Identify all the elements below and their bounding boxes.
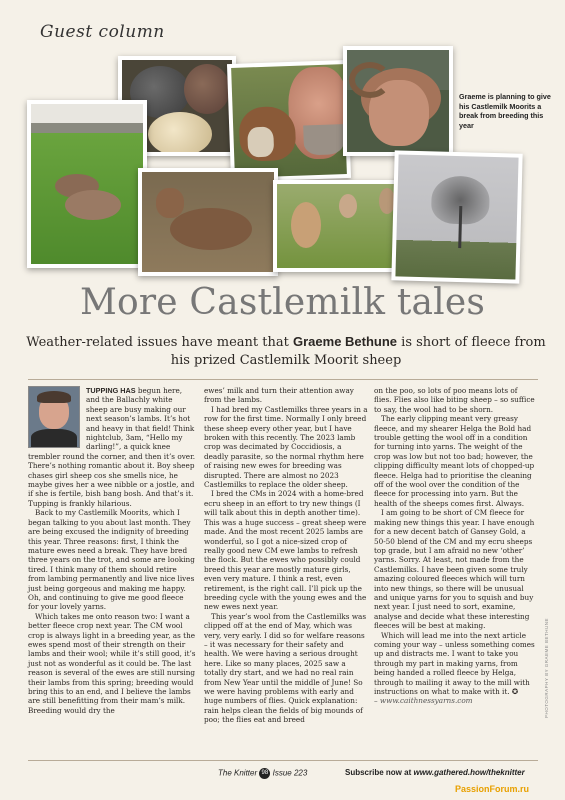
- photo-field-sheep: [27, 100, 147, 268]
- author-photo: [28, 386, 80, 448]
- page-number: 98: [259, 768, 270, 779]
- subscribe-text: Subscribe now at www.gathered.how/theknitter: [345, 768, 525, 777]
- article-column-1: TUPPING HAS begun here, and the Ballachly white sheep are busy making our next season’s lambs. It’s hot and heavy in that field! Think nightclub, 3am, “Hello my darling!”, a quick knee trembler round the corner, and then it’s over. There’s nothing romantic about it. Boy sheep chases girl sheep cos she smells nice, he maybe gives her a wee nibble or a jostle, and if she is fertile, bish bang bosh. And that’s it. Tupping is frankly hilarious. Back to my Castlemilk Moorits, which I began talking to you about last month. They are being excused the indignity of breeding this year. Three reasons: first, I think the mature ewes need a break. They have bred three years on the trot, and some are looking tired. I think many of them should retire from lambing permanently and live nice lives just being gorgeous and making me happy. Oh, and continuing to give me good fleece for your lovely yarns. Which takes me onto reason two: I want a better fleece crop next year. The CM wool crop is always light in a breeding year, as the ewes spend most of their strength on their lambs and their wool; while it’s still good, it’s just not as wonderful as it could be. The last reason is several of the ewes are still nursing their lambs from this spring; breeding would bring this to an end, and I believe the lambs are still benefitting from their mam’s milk. Breeding would dry the: [28, 386, 196, 715]
- article-column-3: on the poo, so lots of poo means lots of flies. Flies also like biting sheep – so suffice to say, the wool had to be shorn. The early clipping meant very greasy fleece, and my shearer Helga the Bold had trouble getting the wool off in a condition for turning into yarns. The weight of the crop was low but not too bad; however, the clipping difficulty meant lots of chopped-up fleece. Helga had to prioritise the cleaning off of the wool over the condition of the fleece for processing into yarn. But the health of the sheeps comes first. Always. I am going to be short of CM fleece for making new things this year. I have enough for a new decent batch of Gansey Gold, a 50-50 blend of the CM and my ecru sheeps top grade, but I am afraid no new ‘other’ yarns. Sorry. At least, not made from the Castlemilks. I have been given some truly amazing coloured fleeces which will turn into new things, so there will be unusual and unique yarns for you to squish and buy next year. I just need to sort, examine, analyse and decide what these interesting fleeces will be best at making. Which will lead me into the next article coming your way – unless something comes up and distracts me. I want to take you through my part in making yarns, from being handed a rolled fleece by Helga, through to mailing it away to the mill with instructions on what to make with it. ✪ – www.caithnessyarns.com: [374, 386, 537, 706]
- photo-sheep-herd: [273, 180, 403, 272]
- standfirst: Weather-related issues have meant that Graeme Bethune is short of fleece from his prized Castlemilk Moorit sheep: [26, 334, 546, 368]
- photo-portrait-with-sheep: [227, 60, 351, 182]
- footer-publication: The Knitter 98 Issue 223: [218, 768, 308, 778]
- article-column-2: ewes’ milk and turn their attention away from the lambs. I had bred my Castlemilks three years in a row for the first time. Normally I only breed these sheep every other year, but I have broken with this recently. The 2023 lamb crop was decimated by Coccidiosis, a deadly parasite, so the normal rhythm here of raising new ewes for breeding was disrupted. There are almost no 2023 Castlemilks to replace the older sheep. I bred the CMs in 2024 with a home-bred ecru sheep in an effort to try new things (I will talk about this in depth another time). This was a huge success – great sheep were made. And the most recent 2025 lambs are wonderful, so I got a nice-sized crop of really good new CM ewe lambs to refresh the flock. But the ewes who possibly could breed this year are mostly mature girls, even very mature. I think a rest, even retirement, is the right call. I’ll pick up the breeding cycle with the young ewes and the new ewes next year. This year’s wool from the Castlemilks was clipped off at the end of May, which was very, very early. I did so for welfare reasons – it was necessary for their safety and health. We were having a serious drought here. Like so many places, 2025 saw a totally dry start, and we had no real rain from New Year until the middle of June! So we were having problems with early and huge numbers of flies. Quick explanation: rain helps clean the fields of big mounds of poo; the flies eat and breed: [204, 386, 368, 725]
- watermark: PassionForum.ru: [455, 784, 530, 794]
- end-mark-icon: ✪: [511, 687, 518, 696]
- website-link[interactable]: – www.caithnessyarns.com: [374, 696, 473, 706]
- author-name: Graeme Bethune: [293, 334, 398, 349]
- section-label: Guest column: [40, 22, 165, 42]
- photo-sheep-head: [343, 46, 453, 156]
- lead-in: TUPPING HAS: [86, 386, 136, 395]
- headline: More Castlemilk tales: [79, 282, 486, 323]
- footer-divider: [28, 760, 538, 761]
- subscribe-link[interactable]: www.gathered.how/theknitter: [413, 768, 525, 777]
- divider: [28, 379, 538, 380]
- photo-tree: [391, 150, 522, 283]
- photo-caption: Graeme is planning to give his Castlemilk Moorits a break from breeding this year: [459, 92, 551, 130]
- photo-brown-sheep: [138, 168, 278, 276]
- photo-credit: PHOTOGRAPHY BY GRAEME BETHUNE: [544, 617, 549, 718]
